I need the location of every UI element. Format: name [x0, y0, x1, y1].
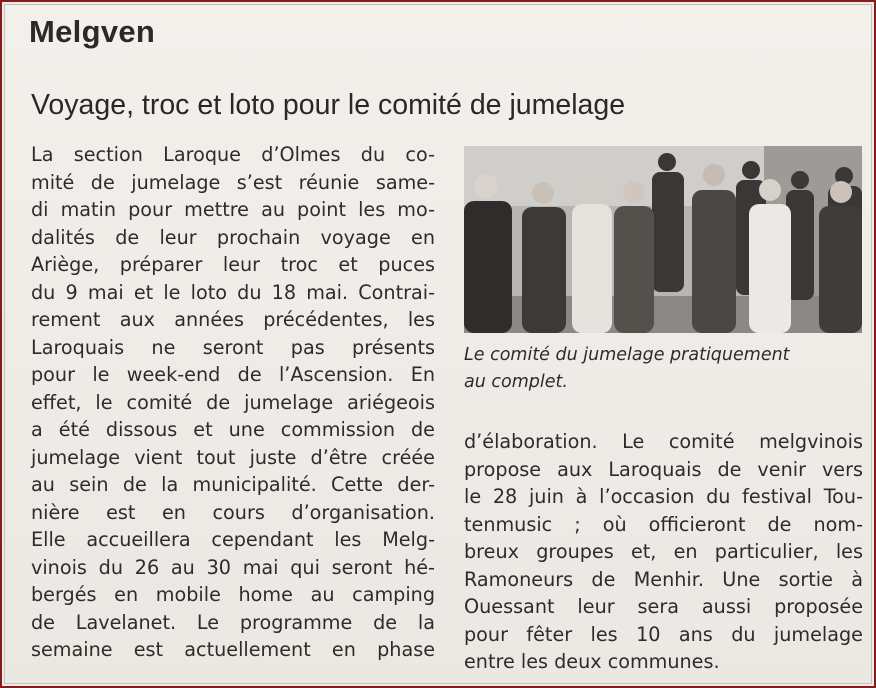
text-line: semaine est actuellement en phase — [31, 638, 435, 661]
text-line: au sein de la municipalité. Cette der- — [31, 473, 435, 496]
text-line: d’élaboration. Le comité melgvinois — [464, 430, 863, 453]
body-column-right — [464, 428, 863, 676]
text-line: breux groupes et, en particulier, les — [464, 540, 863, 563]
group-photo — [464, 146, 862, 333]
text-line: bergés en mobile home au camping — [31, 583, 435, 606]
group-photo-image — [464, 146, 862, 333]
text-line: pour fêter les 10 ans du jumelage — [464, 622, 863, 646]
section-title: Melgven — [29, 14, 156, 49]
text-line: La section Laroque d’Olmes du co- — [31, 143, 435, 166]
photo-caption — [464, 342, 864, 396]
text-line: entre les deux communes. — [464, 650, 720, 673]
text-line: vinois du 26 au 30 mai qui seront hé- — [31, 555, 435, 579]
text-line: Elle accueillera cependant les Melg- — [31, 528, 435, 551]
text-line: di matin pour mettre au point les mo- — [31, 198, 435, 221]
text-line: le 28 juin à l’occasion du festival Tou- — [464, 485, 863, 508]
text-line: de Lavelanet. Le programme de la — [31, 610, 435, 634]
text-line: Ouessant leur sera aussi proposée — [464, 595, 863, 618]
text-line: propose aux Laroquais de venir vers — [464, 457, 863, 481]
text-line: nière est en cours d’organisation. — [31, 500, 435, 524]
text-line: Ariège, préparer leur troc et puces — [31, 253, 435, 276]
text-line: a été dissous et une commission de — [31, 418, 435, 441]
body-column-left — [31, 141, 435, 664]
text-line: Laroquais ne seront pas présents — [31, 335, 435, 359]
caption-line: Le comité du jumelage pratiquement — [464, 345, 790, 365]
caption-line: au complet. — [464, 372, 568, 392]
headline: Voyage, troc et loto pour le comité de jumelage — [31, 89, 626, 121]
text-line: Ramoneurs de Menhir. Une sortie à — [464, 567, 863, 591]
text-line: dalités de leur prochain voyage en — [31, 225, 435, 249]
text-line: du 9 mai et le loto du 18 mai. Contrai- — [31, 280, 435, 304]
text-line: tenmusic ; où officieront de nom- — [464, 512, 863, 536]
text-line: jumelage vient tout juste d’être créée — [31, 445, 435, 469]
text-line: mité de jumelage s’est réunie same- — [31, 170, 435, 194]
text-line: pour le week-end de l’Ascension. En — [31, 363, 435, 386]
text-line: effet, le comité de jumelage ariégeois — [31, 390, 435, 414]
text-line: rement aux années précédentes, les — [31, 308, 435, 331]
newspaper-clipping — [4, 4, 872, 684]
